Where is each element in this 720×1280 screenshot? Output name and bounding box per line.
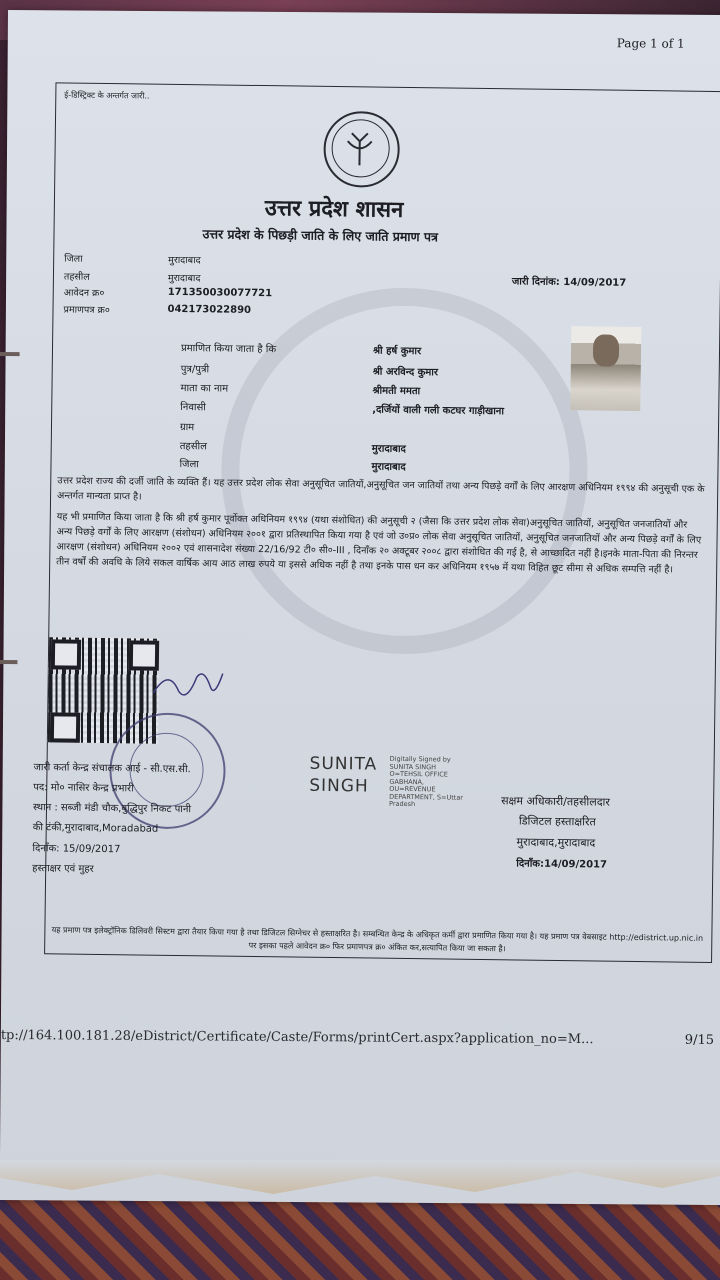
handwritten-initials [148, 663, 229, 704]
caste-paragraph: उत्तर प्रदेश राज्य की दर्जी जाति के व्यक्ति हैं। यह उत्तर प्रदेश लोक सेवा अनुसूचित जातियों,अनुसूचित जन जातियों तथा अन्य पिछड़े वर्गों के लिए आरक्षण अधिनियम १९९४ की अनुसूची एक के अन्तर्गत मान्यता प्राप्त है। [57, 475, 705, 503]
page-counter: Page 1 of 1 [616, 36, 685, 51]
detail-label-mother: माता का नाम [180, 382, 229, 395]
info-label-certificate-no: प्रमाणपत्र क्र० [63, 304, 110, 317]
detail-value-mother: श्रीमती ममता [372, 385, 421, 398]
info-label-district: जिला [64, 253, 83, 265]
info-value-certificate-no: 042173022890 [167, 303, 252, 316]
certificate-footer-note: यह प्रमाण पत्र इलेक्ट्रॉनिक डिलिवरी सिस्टम द्वारा तैयार किया गया है तथा डिजिटल सिग्नेचर से हस्ताक्षरित है। सम्बन्धित केन्द्र के अधिकृत कर्मी द्वारा प्रमाणित किया गया है। यह प्रमाण पत्र वेबसाइट http://edistrict.up.nic.in पर इसका पहले आवेदन क्र० फिर प्रमाणपत्र क्र० अंकित कर,सत्यापित किया जा सकता है। [51, 925, 704, 954]
detail-value-tehsil: मुरादाबाद [371, 443, 406, 455]
print-url: tp://164.100.181.28/eDistrict/Certificate/Caste/Forms/printCert.aspx?application_no=M... [0, 1027, 594, 1048]
issue-date: जारी दिनांक: 14/09/2017 [511, 276, 627, 289]
info-label-tehsil: तहसील [63, 271, 90, 283]
binder-hole [0, 660, 17, 664]
detail-value-district: मुरादाबाद [371, 461, 406, 473]
top-note: ई-डिस्ट्रिक्ट के अन्तर्गत जारी.. [64, 90, 150, 101]
digital-signature-details: Digitally Signed by SUNITA SINGH O=TEHSIL OFFICE GABHANA, OU=REVENUE DEPARTMENT, S=Uttar Pradesh [389, 754, 464, 809]
issuer-date: दिनाँक: 15/09/2017 [32, 843, 121, 856]
applicant-photo [570, 326, 641, 411]
authority-title: सक्षम अधिकारी/तहसीलदार [501, 794, 611, 809]
detail-value-father: श्री अरविन्द कुमार [372, 366, 439, 379]
info-value-district: मुरादाबाद [168, 254, 201, 267]
issuer-signature-label: हस्ताक्षर एवं मुहर [32, 863, 94, 875]
authority-place: मुरादाबाद,मुरादाबाद [516, 835, 596, 850]
eligibility-paragraph: यह भी प्रमाणित किया जाता है कि श्री हर्ष कुमार पूर्वोक्त अधिनियम १९९४ (यथा संशोधित) की अनुसूची २ (जैसा कि उत्तर प्रदेश लोक सेवा)अनुसूचित जातियों, अनुसूचित जनजातियों और अन्य पिछड़े वर्गों के लिए आरक्षण (संशोधन) अधिनियम २००१ द्वारा प्रतिस्थापित किया गया है एवं जो उ०प्र० लोक सेवा अनुसूचित जातियों, अनुसूचित जनजातियों और अन्य पिछड़े वर्गों के लिए आरक्षण (संशोधन) अधिनियम २००२ एवं शासनादेश संख्या 22/16/92 टी० सी०-III , दिनाँक २० अक्टूबर २००८ द्वारा संशोधित की गई है, से आच्छादित नहीं है।इनके माता-पिता की निरन्तर तीन वर्षों की अवधि के लिये सकल वार्षिक आय आठ लाख रुपये या इससे अधिक नहीं है तथा इनके पास धन कर अधिनियम १९५७ में यथा विहित छूट सीमा से अधिक सम्पत्ति नहीं है। [56, 511, 702, 576]
detail-label-resident: निवासी [180, 401, 206, 414]
digital-signature-name: SUNITA SINGH [309, 753, 378, 797]
authority-date: दिनाँक:14/09/2017 [516, 858, 608, 871]
info-value-tehsil: मुरादाबाद [167, 272, 201, 285]
detail-label-son-daughter: पुत्र/पुत्री [180, 363, 210, 376]
detail-label-village: ग्राम [179, 421, 195, 434]
info-value-application-no: 171350030077721 [167, 286, 273, 300]
certificate-subheader: उत्तर प्रदेश के पिछड़ी जाति के लिए जाति प्रमाण पत्र [202, 226, 439, 245]
authority-digital: डिजिटल हस्ताक्षरित [518, 814, 596, 829]
certificate-header: उत्तर प्रदेश शासन [264, 196, 404, 223]
up-government-emblem-icon [323, 111, 400, 188]
issuer-line-2: पद: मो० नासिर केन्द्र प्रभारी [33, 782, 134, 795]
detail-label-certified: प्रमाणित किया जाता है कि [180, 342, 277, 356]
detail-label-district: जिला [179, 458, 199, 471]
info-label-application-no: आवेदन क्र० [63, 287, 105, 299]
print-page-number: 9/15 [684, 1032, 715, 1048]
detail-value-name: श्री हर्ष कुमार [372, 345, 422, 358]
issuer-line-4: की टंकी,मुरादाबाद,Moradabad [32, 822, 159, 835]
paper-sheet [0, 10, 720, 1205]
issuer-line-3: स्थान : सब्जी मंडी चौक,बुद्धिपुर निकट पानी [32, 802, 192, 816]
detail-label-tehsil: तहसील [179, 440, 207, 453]
certificate-frame [32, 82, 720, 963]
detail-value-address: ,दर्जियों वाली गली कटघर गाड़ीखाना [372, 404, 505, 418]
binder-hole [0, 352, 20, 356]
issuer-line-1: जारी कर्ता केन्द्र संचालक आई - सी.एस.सी. [33, 762, 191, 776]
